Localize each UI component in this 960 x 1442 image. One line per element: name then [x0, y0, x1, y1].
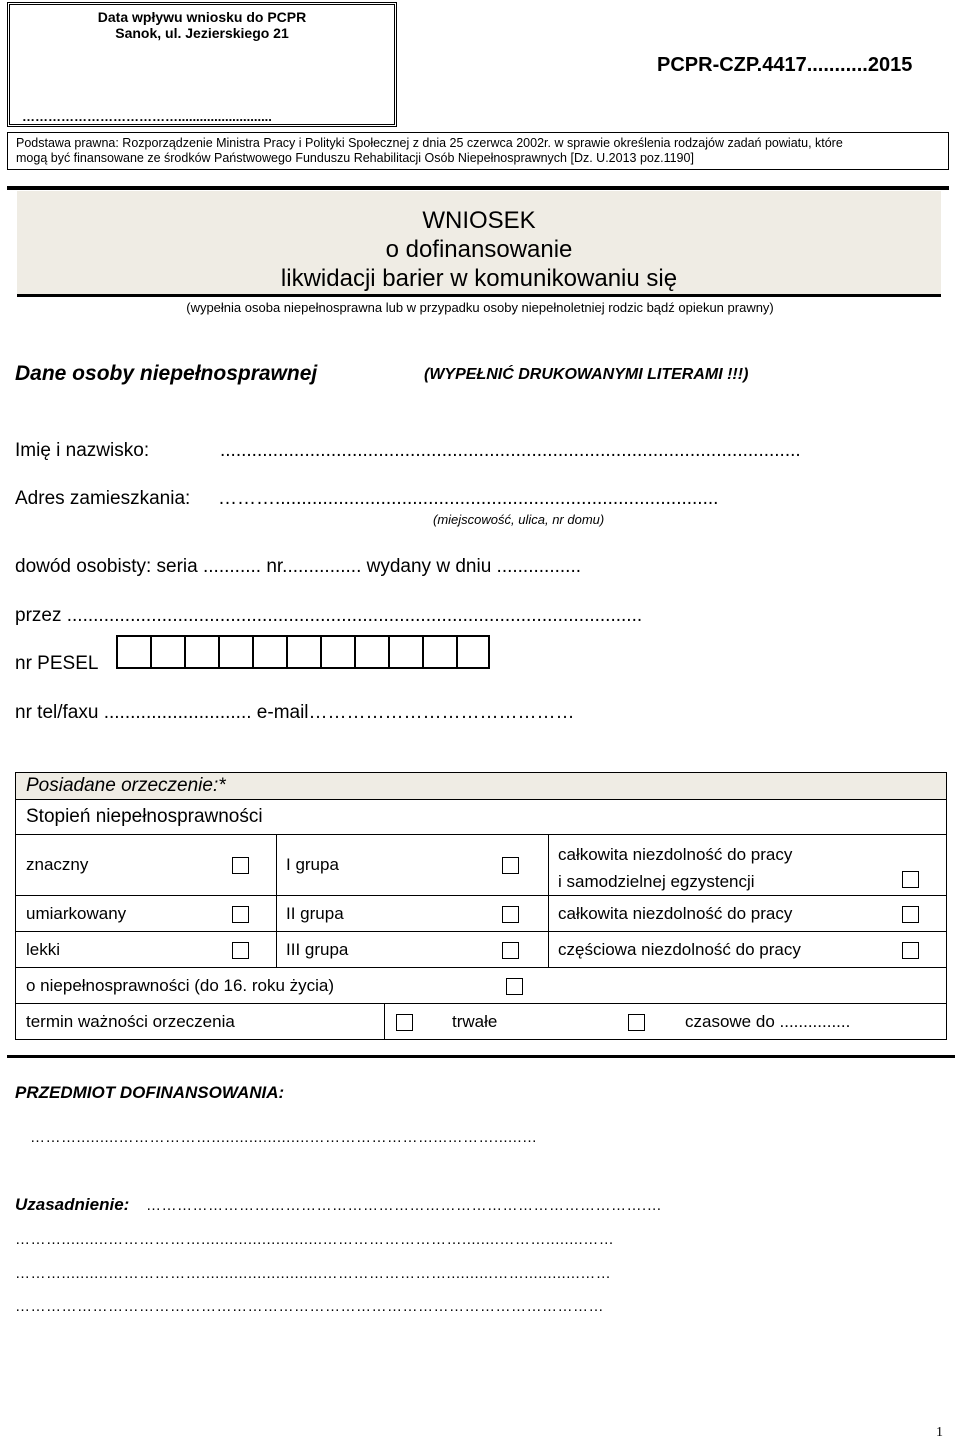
- pesel-digit-box[interactable]: [388, 635, 422, 669]
- title-underline: [17, 294, 941, 297]
- pesel-digit-box[interactable]: [218, 635, 252, 669]
- degree-mild-label: lekki: [26, 939, 61, 959]
- checkbox-group-1[interactable]: [502, 857, 519, 874]
- issued-by-field[interactable]: przez .............................................................................................................: [15, 605, 643, 626]
- degree-row-significant: [15, 834, 947, 896]
- pesel-digit-box[interactable]: [252, 635, 286, 669]
- legal-basis-line-1: Podstawa prawna: Rozporządzenie Ministra Pracy i Polityki Społecznej z dnia 25 czerwca 2002r. w sprawie określenia rodzajów zadań powiatu, które: [16, 136, 843, 150]
- partial-incapacity-label: częściowa niezdolność do pracy: [558, 939, 801, 959]
- pesel-digit-box[interactable]: [320, 635, 354, 669]
- address-label: Adres zamieszkania:: [15, 488, 191, 509]
- stamp-line-2: Sanok, ul. Jezierskiego 21: [115, 25, 289, 41]
- legal-basis-line-2: mogą być finansowane ze środków Państwowego Funduszu Rehabilitacji Osób Niepełnosprawnych [Dz. U.2013 poz.1190]: [16, 151, 694, 165]
- pesel-digit-box[interactable]: [286, 635, 320, 669]
- pesel-digit-box[interactable]: [184, 635, 218, 669]
- pesel-boxes[interactable]: [116, 635, 490, 669]
- divider-bottom: [7, 1055, 955, 1058]
- validity-row: [15, 1003, 947, 1040]
- justification-heading: Uzasadnienie:: [15, 1195, 130, 1214]
- legal-basis-box: [7, 132, 949, 170]
- id-card-field[interactable]: dowód osobisty: seria ........... nr............... wydany w dniu ................: [15, 556, 582, 577]
- receipt-stamp-box: [7, 2, 397, 127]
- checkbox-total-incapacity-independent[interactable]: [902, 871, 919, 888]
- name-field[interactable]: ..............................................................................................................: [220, 440, 801, 461]
- group-3-label: III grupa: [286, 939, 349, 959]
- name-label: Imię i nazwisko:: [15, 440, 150, 461]
- pesel-digit-box[interactable]: [422, 635, 456, 669]
- degree-row-mild: [15, 931, 947, 968]
- checkbox-moderate[interactable]: [232, 906, 249, 923]
- form-title: WNIOSEK: [422, 207, 536, 234]
- checkbox-temporary[interactable]: [628, 1014, 645, 1031]
- permanent-label: trwałe: [452, 1011, 498, 1031]
- phone-email-field[interactable]: nr tel/faxu ............................ e-mail……………………………………: [15, 702, 575, 723]
- justification-field-first[interactable]: …………………………………………………………………………………….…: [146, 1197, 663, 1214]
- form-title-line-3: likwidacji barier w komunikowaniu się: [280, 265, 678, 292]
- temporary-until-field[interactable]: czasowe do ...............: [685, 1011, 851, 1031]
- pesel-digit-box[interactable]: [150, 635, 184, 669]
- checkbox-mild[interactable]: [232, 942, 249, 959]
- degree-label: Stopień niepełnosprawności: [26, 806, 263, 827]
- personal-data-heading: Dane osoby niepełnosprawnej: [15, 362, 318, 385]
- degree-significant-label: znaczny: [26, 855, 89, 874]
- stamp-line-1: Data wpływu wniosku do PCPR: [97, 9, 307, 25]
- justification-line[interactable]: ………..........………………..........................……………………..........……............……: [15, 1265, 612, 1282]
- validity-label: termin ważności orzeczenia: [26, 1011, 235, 1031]
- pesel-digit-box[interactable]: [354, 635, 388, 669]
- certificate-heading-row: [15, 772, 947, 800]
- degree-label-row: [15, 799, 947, 835]
- print-letters-warning: (WYPEŁNIĆ DRUKOWANYMI LITERAMI !!!): [424, 366, 749, 383]
- checkbox-permanent[interactable]: [396, 1014, 413, 1031]
- pesel-label: nr PESEL: [15, 653, 99, 674]
- case-number: PCPR-CZP.4417...........2015: [657, 54, 913, 76]
- justification-line[interactable]: ……………………………………………………………………………………………………: [15, 1298, 604, 1315]
- form-title-line-2: o dofinansowanie: [385, 236, 573, 263]
- checkbox-under16[interactable]: [506, 978, 523, 995]
- pesel-digit-box[interactable]: [116, 635, 150, 669]
- degree-row-moderate: [15, 895, 947, 932]
- subject-field[interactable]: ……….........……………….....................……………………...………......…: [30, 1129, 538, 1146]
- subject-heading: PRZEDMIOT DOFINANSOWANIA:: [15, 1083, 285, 1102]
- degree-moderate-label: umiarkowany: [26, 903, 127, 923]
- form-subtitle: (wypełnia osoba niepełnosprawna lub w przypadku osoby niepełnoletniej rodzic bądź opiekun prawny): [186, 300, 774, 315]
- pesel-digit-box[interactable]: [456, 635, 490, 669]
- checkbox-group-2[interactable]: [502, 906, 519, 923]
- address-hint: (miejscowość, ulica, nr domu): [433, 512, 605, 527]
- divider-top: [7, 186, 949, 190]
- page-number: 1: [936, 1425, 943, 1440]
- total-incapacity-work-label: całkowita niezdolność do pracy: [558, 903, 793, 923]
- group-1-label: I grupa: [286, 855, 339, 874]
- checkbox-partial-incapacity[interactable]: [902, 942, 919, 959]
- justification-line[interactable]: ………..........………………..........................………………………........………........……: [15, 1231, 615, 1248]
- stamp-fill-line[interactable]: ………………………………..........................: [22, 109, 272, 124]
- group-2-label: II grupa: [286, 903, 344, 923]
- col-divider: [384, 1004, 385, 1039]
- checkbox-total-incapacity[interactable]: [902, 906, 919, 923]
- under16-label: o niepełnosprawności (do 16. roku życia): [26, 975, 335, 995]
- title-box: [17, 191, 941, 297]
- checkbox-group-3[interactable]: [502, 942, 519, 959]
- total-incapacity-label-2: i samodzielnej egzystencji: [558, 872, 755, 891]
- address-field[interactable]: ………....................................................................................: [218, 488, 719, 509]
- certificate-heading: Posiadane orzeczenie:*: [26, 775, 226, 796]
- checkbox-significant[interactable]: [232, 857, 249, 874]
- under16-row: [15, 967, 947, 1004]
- total-incapacity-label: całkowita niezdolność do pracy: [558, 845, 793, 864]
